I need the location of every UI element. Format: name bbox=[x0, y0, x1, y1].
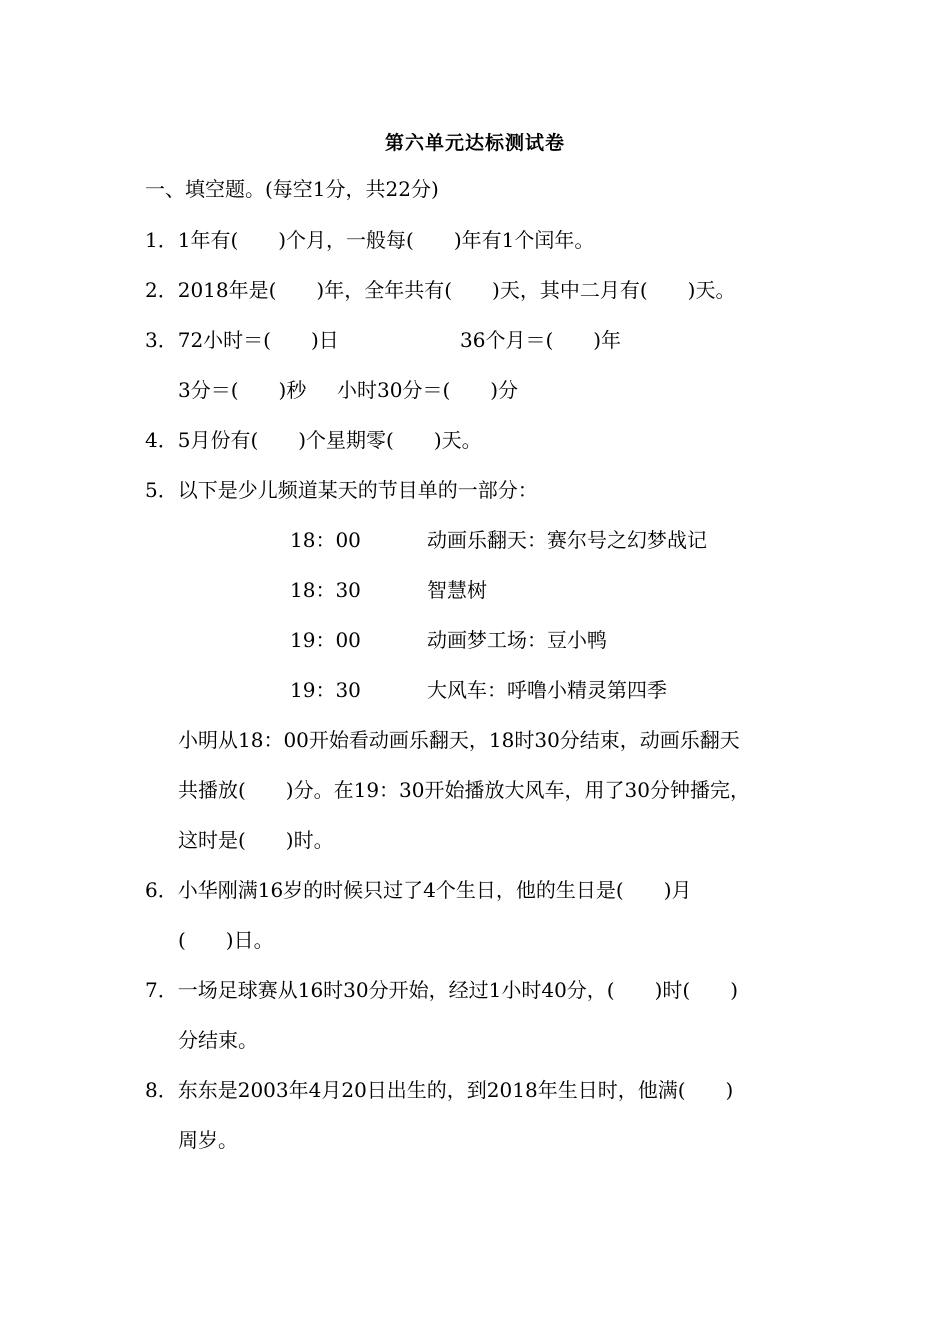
schedule-program: 动画乐翻天：赛尔号之幻梦战记 bbox=[427, 528, 707, 552]
question-4: 4．5月份有( )个星期零( )天。 bbox=[145, 428, 482, 452]
schedule-program: 动画梦工场：豆小鸭 bbox=[427, 628, 607, 652]
question-1: 1．1年有( )个月，一般每( )年有1个闰年。 bbox=[145, 228, 595, 252]
question-5-line-2: 共播放( )分。在19：30开始播放大风车，用了30分钟播完， bbox=[178, 778, 750, 802]
question-7-line-2: 分结束。 bbox=[178, 1028, 258, 1052]
question-8-line-2: 周岁。 bbox=[178, 1128, 238, 1152]
schedule-time: 18：30 bbox=[290, 578, 361, 602]
question-3-part-b: 36个月＝( )年 bbox=[460, 328, 622, 352]
question-8-line-1: 8．东东是2003年4月20日出生的，到2018年生日时，他满( ) bbox=[145, 1078, 734, 1102]
question-6-line-1: 6．小华刚满16岁的时候只过了4个生日，他的生日是( )月 bbox=[145, 878, 692, 902]
page-title: 第六单元达标测试卷 bbox=[384, 132, 565, 154]
question-5-line-1: 小明从18：00开始看动画乐翻天，18时30分结束，动画乐翻天 bbox=[178, 728, 740, 752]
section-heading: 一、填空题。(每空1分，共22分) bbox=[145, 177, 439, 201]
question-2: 2．2018年是( )年，全年共有( )天，其中二月有( )天。 bbox=[145, 278, 736, 302]
schedule-time: 18：00 bbox=[290, 528, 361, 552]
schedule-program: 智慧树 bbox=[427, 578, 487, 602]
schedule-program: 大风车：呼噜小精灵第四季 bbox=[427, 678, 667, 702]
question-3-part-c: 3分＝( )秒 bbox=[178, 378, 307, 402]
question-7-line-1: 7．一场足球赛从16时30分开始，经过1小时40分，( )时( ) bbox=[145, 978, 739, 1002]
schedule-time: 19：00 bbox=[290, 628, 361, 652]
question-3-part-d: 小时30分＝( )分 bbox=[337, 378, 519, 402]
question-5-intro: 5．以下是少儿频道某天的节目单的一部分： bbox=[145, 478, 538, 502]
question-6-line-2: ( )日。 bbox=[178, 928, 274, 952]
question-5-line-3: 这时是( )时。 bbox=[178, 828, 334, 852]
question-3-part-a: 3．72小时＝( )日 bbox=[145, 328, 339, 352]
schedule-time: 19：30 bbox=[290, 678, 361, 702]
